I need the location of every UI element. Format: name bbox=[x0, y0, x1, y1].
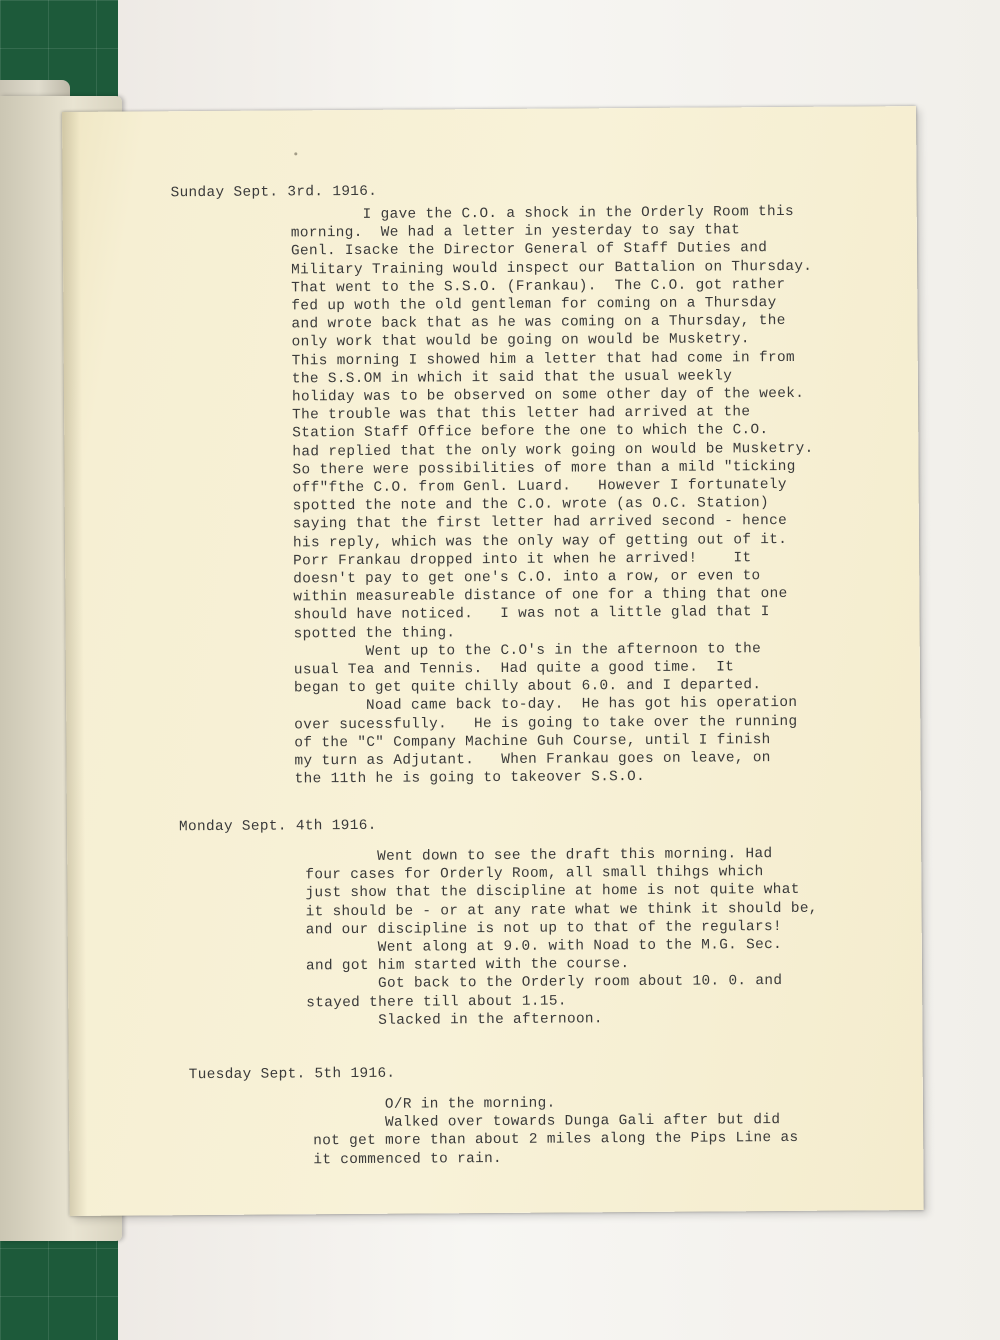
entry-date-sunday: Sunday Sept. 3rd. 1916. bbox=[170, 183, 378, 202]
entry-date-tuesday: Tuesday Sept. 5th 1916. bbox=[188, 1065, 396, 1084]
typed-diary-page bbox=[62, 106, 924, 1216]
entry-body-monday: Went down to see the draft this morning. Had four cases for Orderly Room, all small thihgs which just show that the discipline at home is not quite what it should be - or at any rate what we think it should be, and our discipline is not up to that of the regulars! Went along at 9.0. with Noad to the M.G. Sec. and got him started with the course. Got back to the Orderly room about 10. 0. and stayed there till about 1.15. Slacked in the afternoon. bbox=[305, 846, 818, 1030]
paper-speck bbox=[294, 152, 297, 155]
entry-body-tuesday: O/R in the morning. Walked over towards Dunga Gali after but did not get more than about 2 miles along the Pips Line as it commenced to rain. bbox=[312, 1095, 799, 1168]
entry-body-sunday: I gave the C.O. a shock in the Orderly Room this morning. We had a letter in yesterday to say that Genl. Isacke the Director General of Staff Duties and Military Training would inspect our Battalion on Thursday. That went to the S.S.O. (Frankau). The C.O. got rather fed up woth the old gentleman for coming on a Thursday and wrote back that as he was coming on a Thursday, the only work that would be going on would be Musketry. This morning I showed him a letter that had come in from the S.S.OM in which it said that the usual weekly holiday was to be observed on some other day of the week. The trouble was that this letter had arrived at the Station Staff Office before the one to which the C.O. had replied that the only work going on would be Musketry. So there were possibilities of more than a mild "ticking off"fthe C.O. from Genl. Luard. However I fortunately spotted the note and the C.O. wrote (as O.C. Station) saying that the first letter had arrived second - hence his reply, which was the only way of getting out of it. Porr Frankau dropped into it when he arrived! It doesn't pay to get one's C.O. into a row, or even to within measureable distance of one for a thing that one should have noticed. I was not a little glad that I spotted the thing. Went up to the C.O's in the afternoon to the usual Tea and Tennis. Had quite a good time. It began to get quite chilly about 6.0. and I departed. Noad came back to-day. He has got his operation over sucessfully. He is going to take over the running of the "C" Company Machine Guh Course, until I finish my turn as Adjutant. When Frankau goes on leave, on the 11th he is going to takeover S.S.O. bbox=[290, 203, 814, 788]
entry-date-monday: Monday Sept. 4th 1916. bbox=[178, 817, 377, 836]
